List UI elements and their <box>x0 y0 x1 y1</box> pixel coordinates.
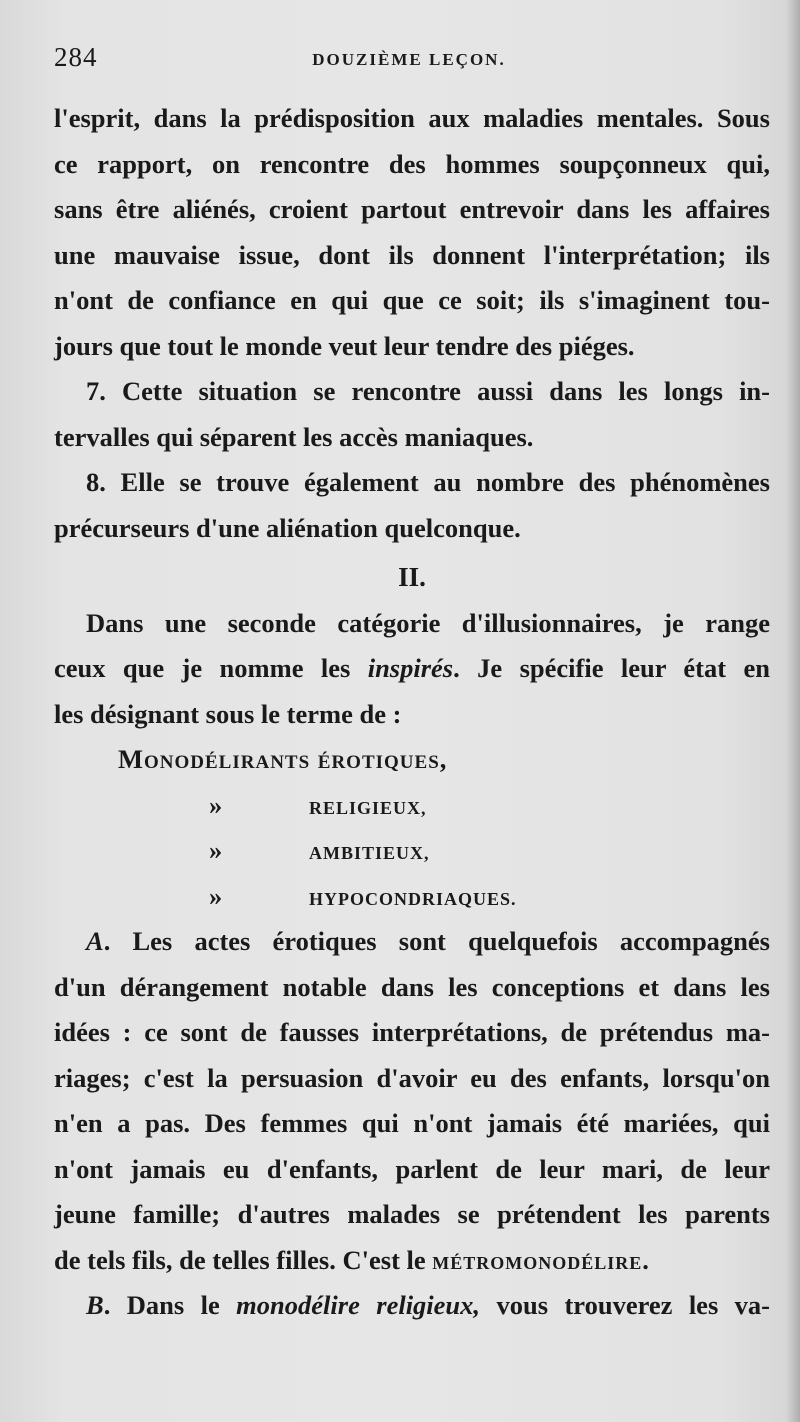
text-line: précurseurs d'une aliénation quelconque. <box>54 512 521 543</box>
text-run: vous trouverez les va- <box>496 1290 771 1320</box>
text-line: 7. Cette situation se rencontre aussi dans les longs in- <box>86 376 770 406</box>
text-line <box>54 1238 770 1284</box>
text-line: d'un dérangement notable dans les conceptions et dans les <box>54 971 770 1002</box>
list-term: HYPOCONDRIAQUES. <box>309 888 517 909</box>
text-line: tervalles qui séparent les accès maniaques. <box>54 421 534 452</box>
running-head: DOUZIÈME LEÇON. <box>312 50 506 69</box>
text-line: riages; c'est la persuasion d'avoir eu des enfants, lorsqu'on <box>54 1062 770 1093</box>
paragraph-marker: A <box>86 926 104 956</box>
text-run: de tels fils, de telles filles. C'est le <box>54 1244 426 1275</box>
text-line: sans être aliénés, croient partout entrevoir dans les affaires <box>54 194 770 224</box>
text-line: jours que tout le monde veut leur tendre des piéges. <box>54 330 635 361</box>
list-item-main <box>54 737 770 783</box>
text-line: n'en a pas. Des femmes qui n'ont jamais été mariées, qui <box>54 1108 770 1138</box>
list-item <box>54 783 770 829</box>
list-term: AMBITIEUX, <box>309 843 430 863</box>
text-line: n'ont jamais eu d'enfants, parlent de leur mari, de leur <box>54 1153 770 1184</box>
text-run: . Dans le <box>103 1290 220 1320</box>
text-line: ce rapport, on rencontre des hommes soupçonneux qui, <box>54 148 770 179</box>
text-run: . Je spécifie leur état en <box>453 653 770 683</box>
ditto-mark: » <box>209 789 223 820</box>
page-edge-shadow <box>786 0 800 1422</box>
text-line <box>54 919 770 965</box>
list-item <box>54 828 770 874</box>
text-line <box>54 646 770 692</box>
text-line: jeune famille; d'autres malades se prétendent les parents <box>54 1199 770 1229</box>
text-line: les désignant sous le terme de : <box>54 698 402 729</box>
italic-term: monodélire religieux, <box>236 1290 481 1320</box>
page-body <box>54 96 770 1329</box>
list-term: RELIGIEUX, <box>309 797 427 818</box>
page-number: 284 <box>54 42 98 72</box>
text-run: . Les actes érotiques sont quelquefois accompagnés <box>103 926 770 956</box>
text-line: 8. Elle se trouve également au nombre des phénomènes <box>86 467 770 497</box>
text-line: n'ont de confiance en qui que ce soit; ils s'imaginent tou- <box>54 285 770 315</box>
italic-term: inspirés <box>367 653 454 683</box>
ditto-mark: » <box>209 835 223 865</box>
section-heading: II. <box>398 562 426 592</box>
text-line: une mauvaise issue, dont ils donnent l'interprétation; ils <box>54 239 770 270</box>
text-line: Dans une seconde catégorie d'illusionnaires, je range <box>86 607 770 638</box>
text-line: idées : ce sont de fausses interprétations, de prétendus ma- <box>54 1017 770 1047</box>
paragraph-marker: B <box>86 1290 104 1320</box>
small-caps-term: MÉTROMONODÉLIRE <box>432 1252 643 1273</box>
page-header <box>54 42 764 78</box>
list-item <box>54 874 770 920</box>
text-line <box>54 1283 770 1329</box>
ditto-mark: » <box>209 880 223 911</box>
text-run: ceux que je nomme les <box>54 653 351 683</box>
small-caps-term: Monodélirants érotiques, <box>118 744 448 774</box>
text-run: . <box>642 1244 649 1275</box>
text-line: l'esprit, dans la prédisposition aux maladies mentales. Sous <box>54 103 770 133</box>
